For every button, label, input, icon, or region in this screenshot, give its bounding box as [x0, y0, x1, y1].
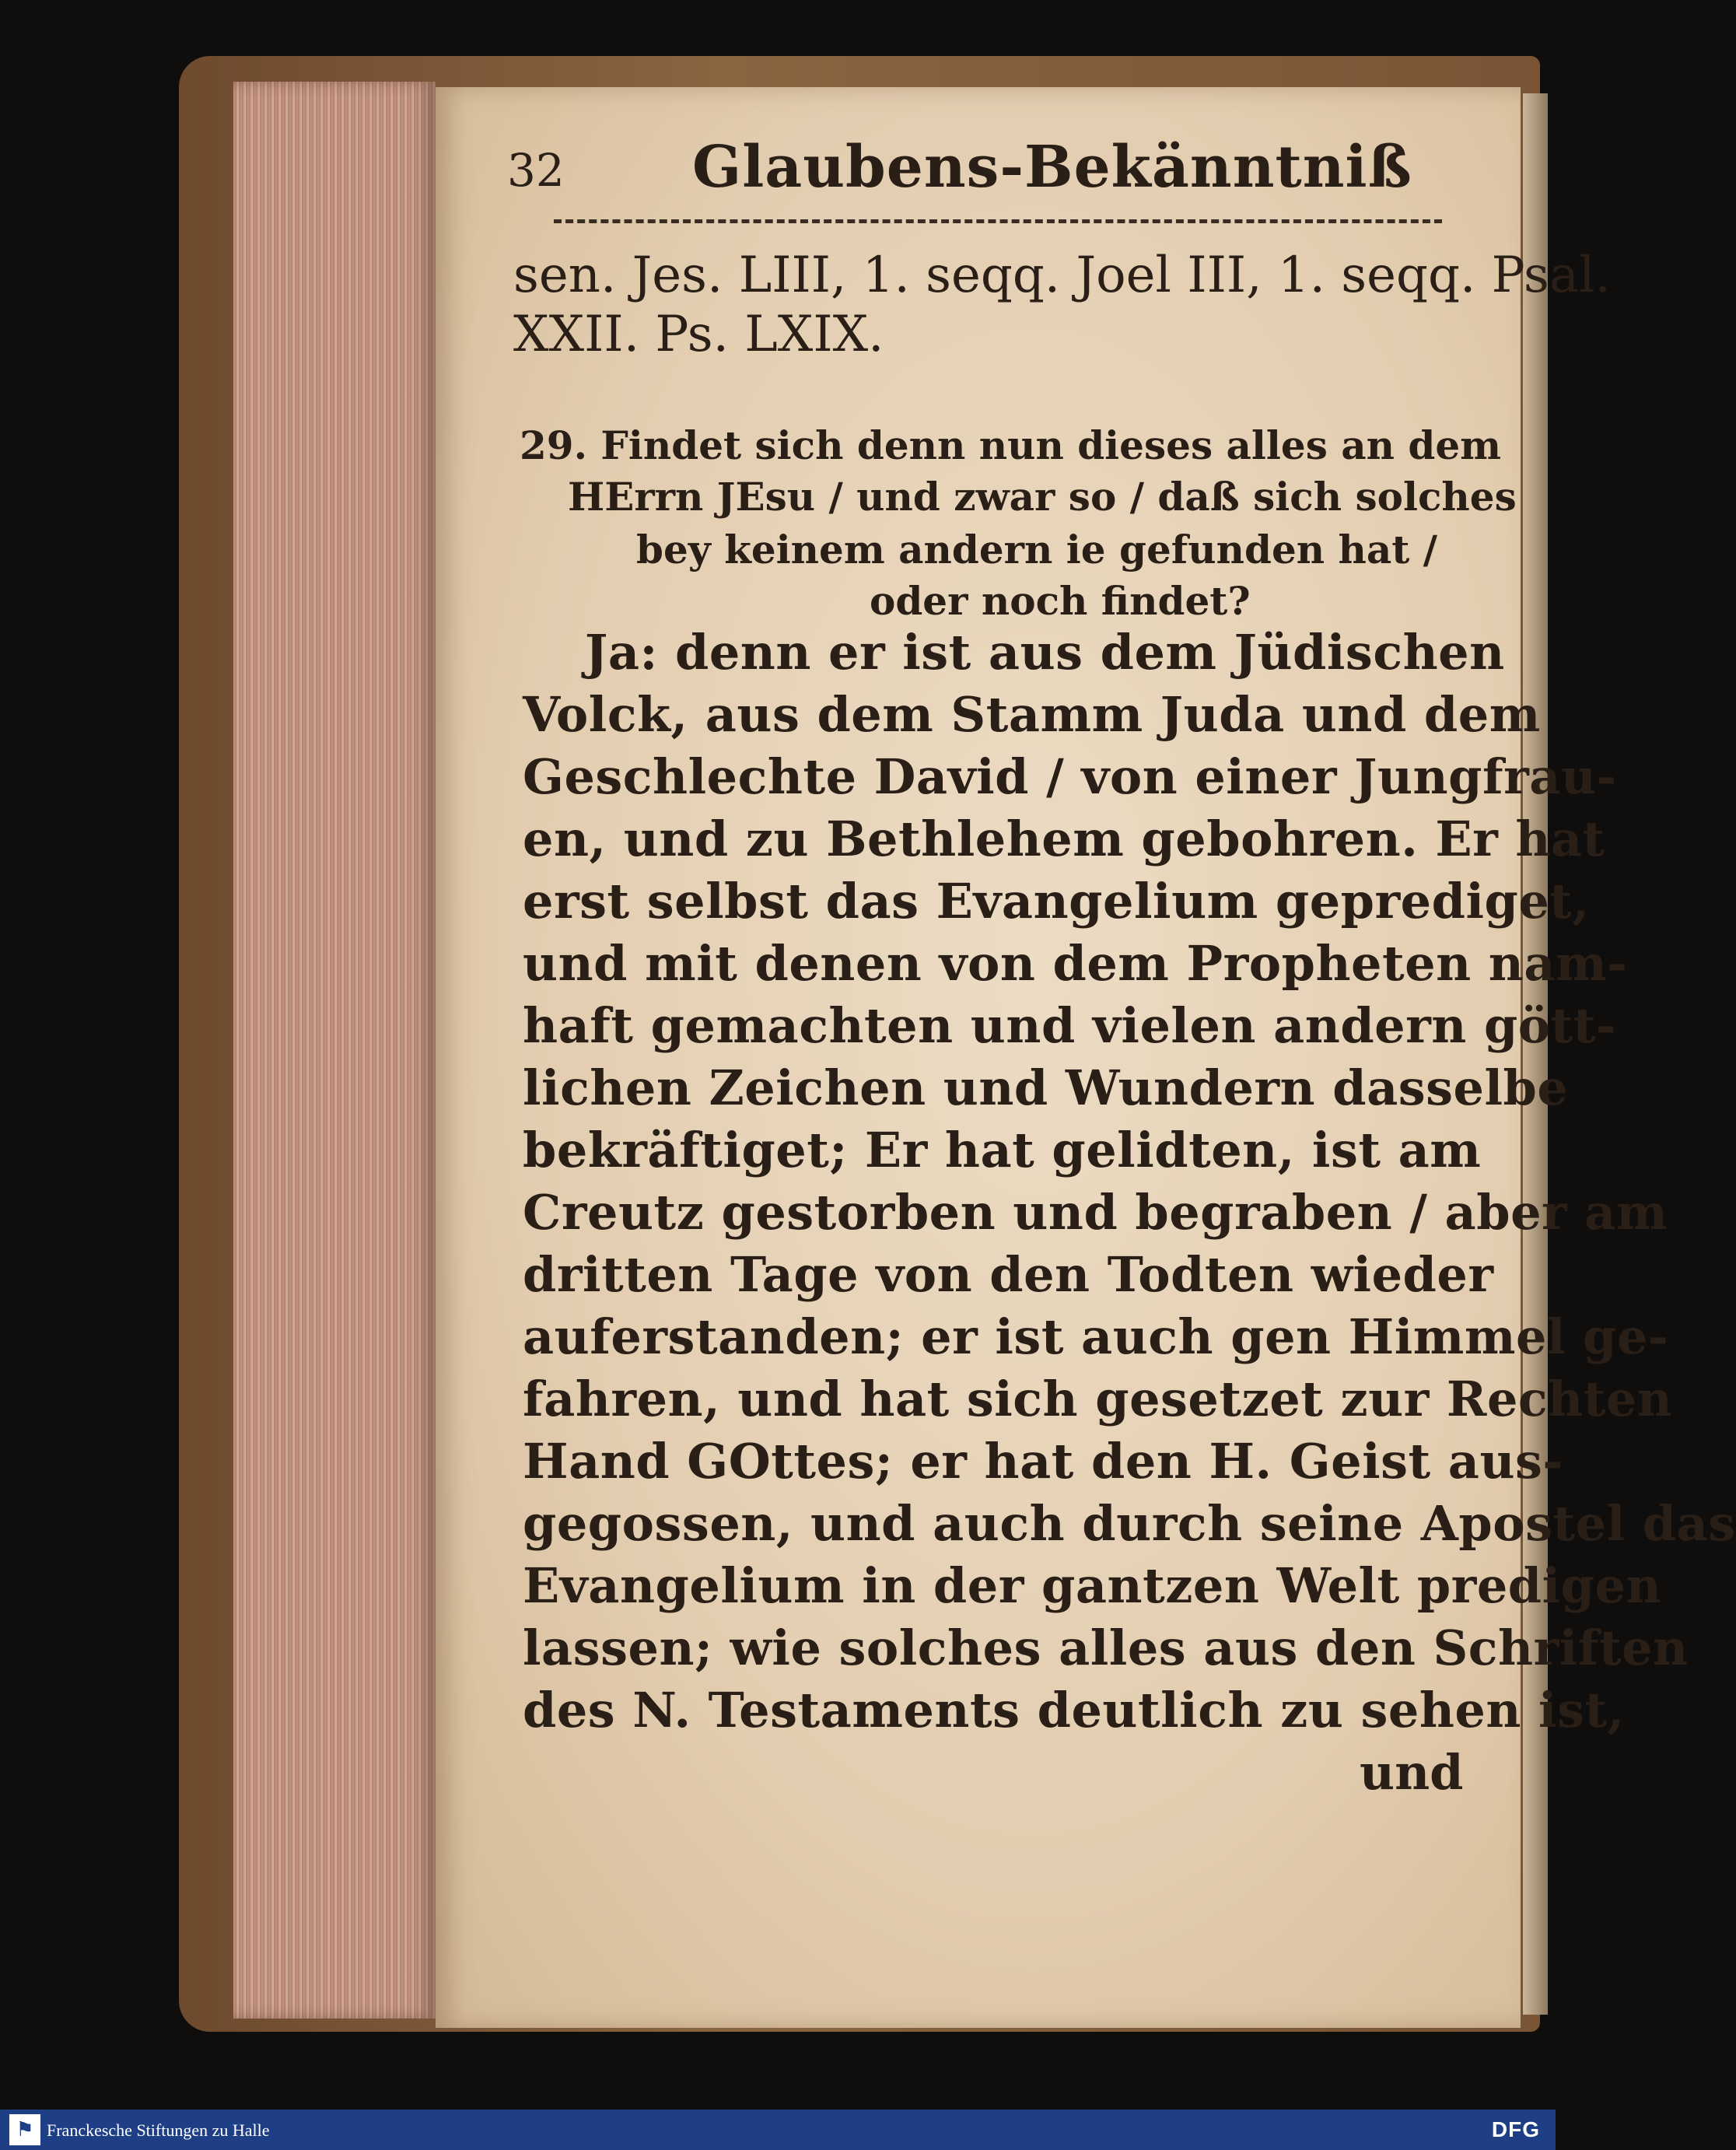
body-line: erst selbst das Evangelium geprediget,: [523, 873, 1590, 930]
question-line: oder noch findet?: [870, 578, 1251, 624]
reference-line: XXII. Ps. LXIX.: [513, 306, 884, 363]
institution-name: Franckesche Stiftungen zu Halle: [47, 2120, 270, 2140]
body-line: lichen Zeichen und Wundern dasselbe: [523, 1059, 1569, 1116]
body-line: en, und zu Bethlehem gebohren. Er hat: [523, 811, 1605, 867]
body-line: Creutz gestorben und begraben / aber am: [523, 1184, 1668, 1241]
body-line: des N. Testaments deutlich zu sehen ist,: [523, 1682, 1625, 1739]
header-rule: [554, 219, 1442, 223]
running-head: Glaubens-Bekänntniß: [692, 134, 1412, 201]
question-line: bey keinem andern ie gefunden hat /: [636, 527, 1438, 573]
footer-bar: [0, 2110, 1556, 2150]
reference-line: sen. Jes. LIII, 1. seqq. Joel III, 1. seqq. Psal.: [513, 247, 1611, 304]
page-number: 32: [507, 144, 565, 197]
body-line: dritten Tage von den Todten wieder: [523, 1246, 1494, 1303]
body-line: Hand GOttes; er hat den H. Geist aus-: [523, 1433, 1563, 1490]
body-line: haft gemachten und vielen andern gött-: [523, 997, 1617, 1054]
dfg-logo: DFG: [1491, 2117, 1540, 2141]
body-line: gegossen, und auch durch seine Apostel das: [523, 1495, 1736, 1552]
body-line: lassen; wie solches alles aus den Schriften: [523, 1620, 1689, 1676]
body-line: Evangelium in der gantzen Welt predigen: [523, 1557, 1662, 1614]
body-line: auferstanden; er ist auch gen Himmel ge-: [523, 1308, 1669, 1365]
institution-logo-icon: ⚑: [9, 2114, 40, 2145]
catchword: und: [1360, 1744, 1464, 1801]
body-line: bekräftiget; Er hat gelidten, ist am: [523, 1122, 1482, 1178]
body-line: Geschlechte David / von einer Jungfrau-: [523, 748, 1617, 805]
question-line: 29. Findet sich denn nun dieses alles an dem: [520, 422, 1502, 468]
body-line: und mit denen von dem Propheten nam-: [523, 935, 1628, 992]
body-line: fahren, und hat sich gesetzet zur Rechten: [523, 1371, 1673, 1427]
page-edges: [233, 82, 436, 2019]
body-line: Volck, aus dem Stamm Juda und dem: [523, 686, 1541, 743]
body-line: Ja: denn er ist aus dem Jüdischen: [585, 624, 1505, 681]
question-line: HErrn JEsu / und zwar so / daß sich solches: [568, 474, 1517, 520]
